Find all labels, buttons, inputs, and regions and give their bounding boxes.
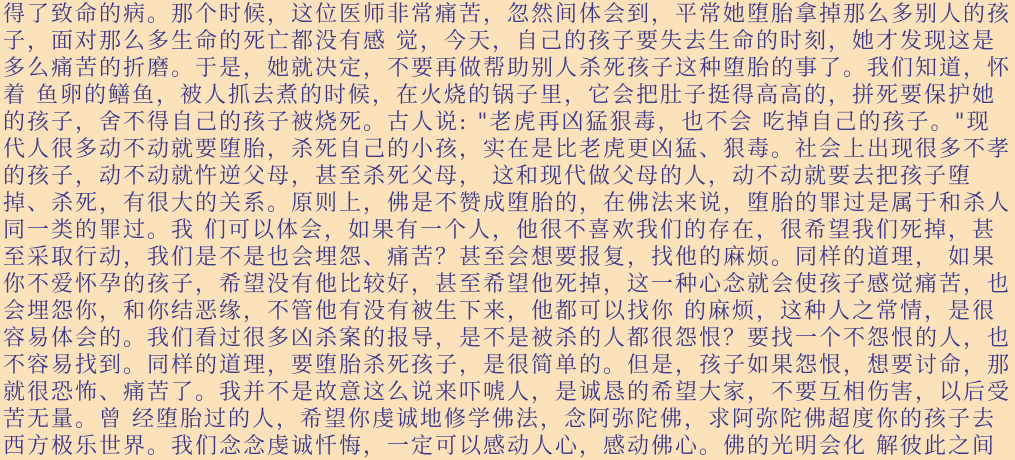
- text-line: 你不爱怀孕的孩子，希望没有他比较好，甚至希望他死掉，这一种心念就会使孩子感觉痛苦，也: [3, 272, 1012, 297]
- text-line: 的孩子，舍不得自己的孩子被烧死。古人说: "老虎再凶猛狠毒，也不会 吃掉自己的孩子。"现: [3, 110, 991, 135]
- text-line: 不容易找到。同样的道理，要堕胎杀死孩子，是很简单的。但是，孩子如果怨恨，想要讨命，那: [3, 353, 1012, 378]
- text-line: 着 鱼卵的鳝鱼，被人抓去煮的时候，在火烧的锅子里，它会把肚子挺得高高的，拼死要保护她: [3, 83, 996, 108]
- text-line: 同一类的罪过。我 们可以体会，如果有一个人，他很不喜欢我们的存在，很希望我们死掉，甚: [3, 218, 996, 243]
- text-line: 西方极乐世界。我们念念虔诚忏悔，一定可以感动人心，感动佛心。佛的光明会化 解彼此之间: [3, 434, 996, 459]
- text-line: 会埋怨你，和你结恶缘，不管他有没有被生下来，他都可以找你 的麻烦，这种人之常情，是很: [3, 299, 996, 324]
- text-line: 代人很多动不动就要堕胎，杀死自己的小孩，实在是比老虎更凶猛、狠毒。社会上出现很多不孝: [3, 137, 1012, 162]
- text-line: 苦无量。曾 经堕胎过的人，希望你虔诚地修学佛法，念阿弥陀佛，求阿弥陀佛超度你的孩子去: [3, 407, 996, 432]
- text-line: 掉、杀死，有很大的关系。原则上，佛是不赞成堕胎的，在佛法来说，堕胎的罪过是属于和杀人: [3, 191, 1012, 216]
- text-line: 子，面对那么多生命的死亡都没有感 觉，今天，自己的孩子要失去生命的时刻，她才发现这是: [3, 29, 996, 54]
- text-line: 容易体会的。我们看过很多凶杀案的报导，是不是被杀的人都很怨恨？要找一个不怨恨的人，也: [3, 326, 1012, 351]
- text-line: 多么痛苦的折磨。于是，她就决定，不要再做帮助别人杀死孩子这种堕胎的事了。我们知道，怀: [3, 56, 1012, 81]
- text-line: 就很恐怖、痛苦了。我并不是故意这么说来吓唬人，是诚恳的希望大家，不要互相伤害，以后受: [3, 380, 1012, 405]
- text-line: 的孩子，动不动就忤逆父母，甚至杀死父母， 这和现代做父母的人，动不动就要去把孩子堕: [3, 164, 972, 189]
- text-line: 至采取行动，我们是不是也会埋怨、痛苦？甚至会想要报复，找他的麻烦。同样的道理， 如果: [3, 245, 996, 270]
- text-line: 得了致命的病。那个时候，这位医师非常痛苦，忽然间体会到，平常她堕胎拿掉那么多别人的孩: [3, 2, 1012, 27]
